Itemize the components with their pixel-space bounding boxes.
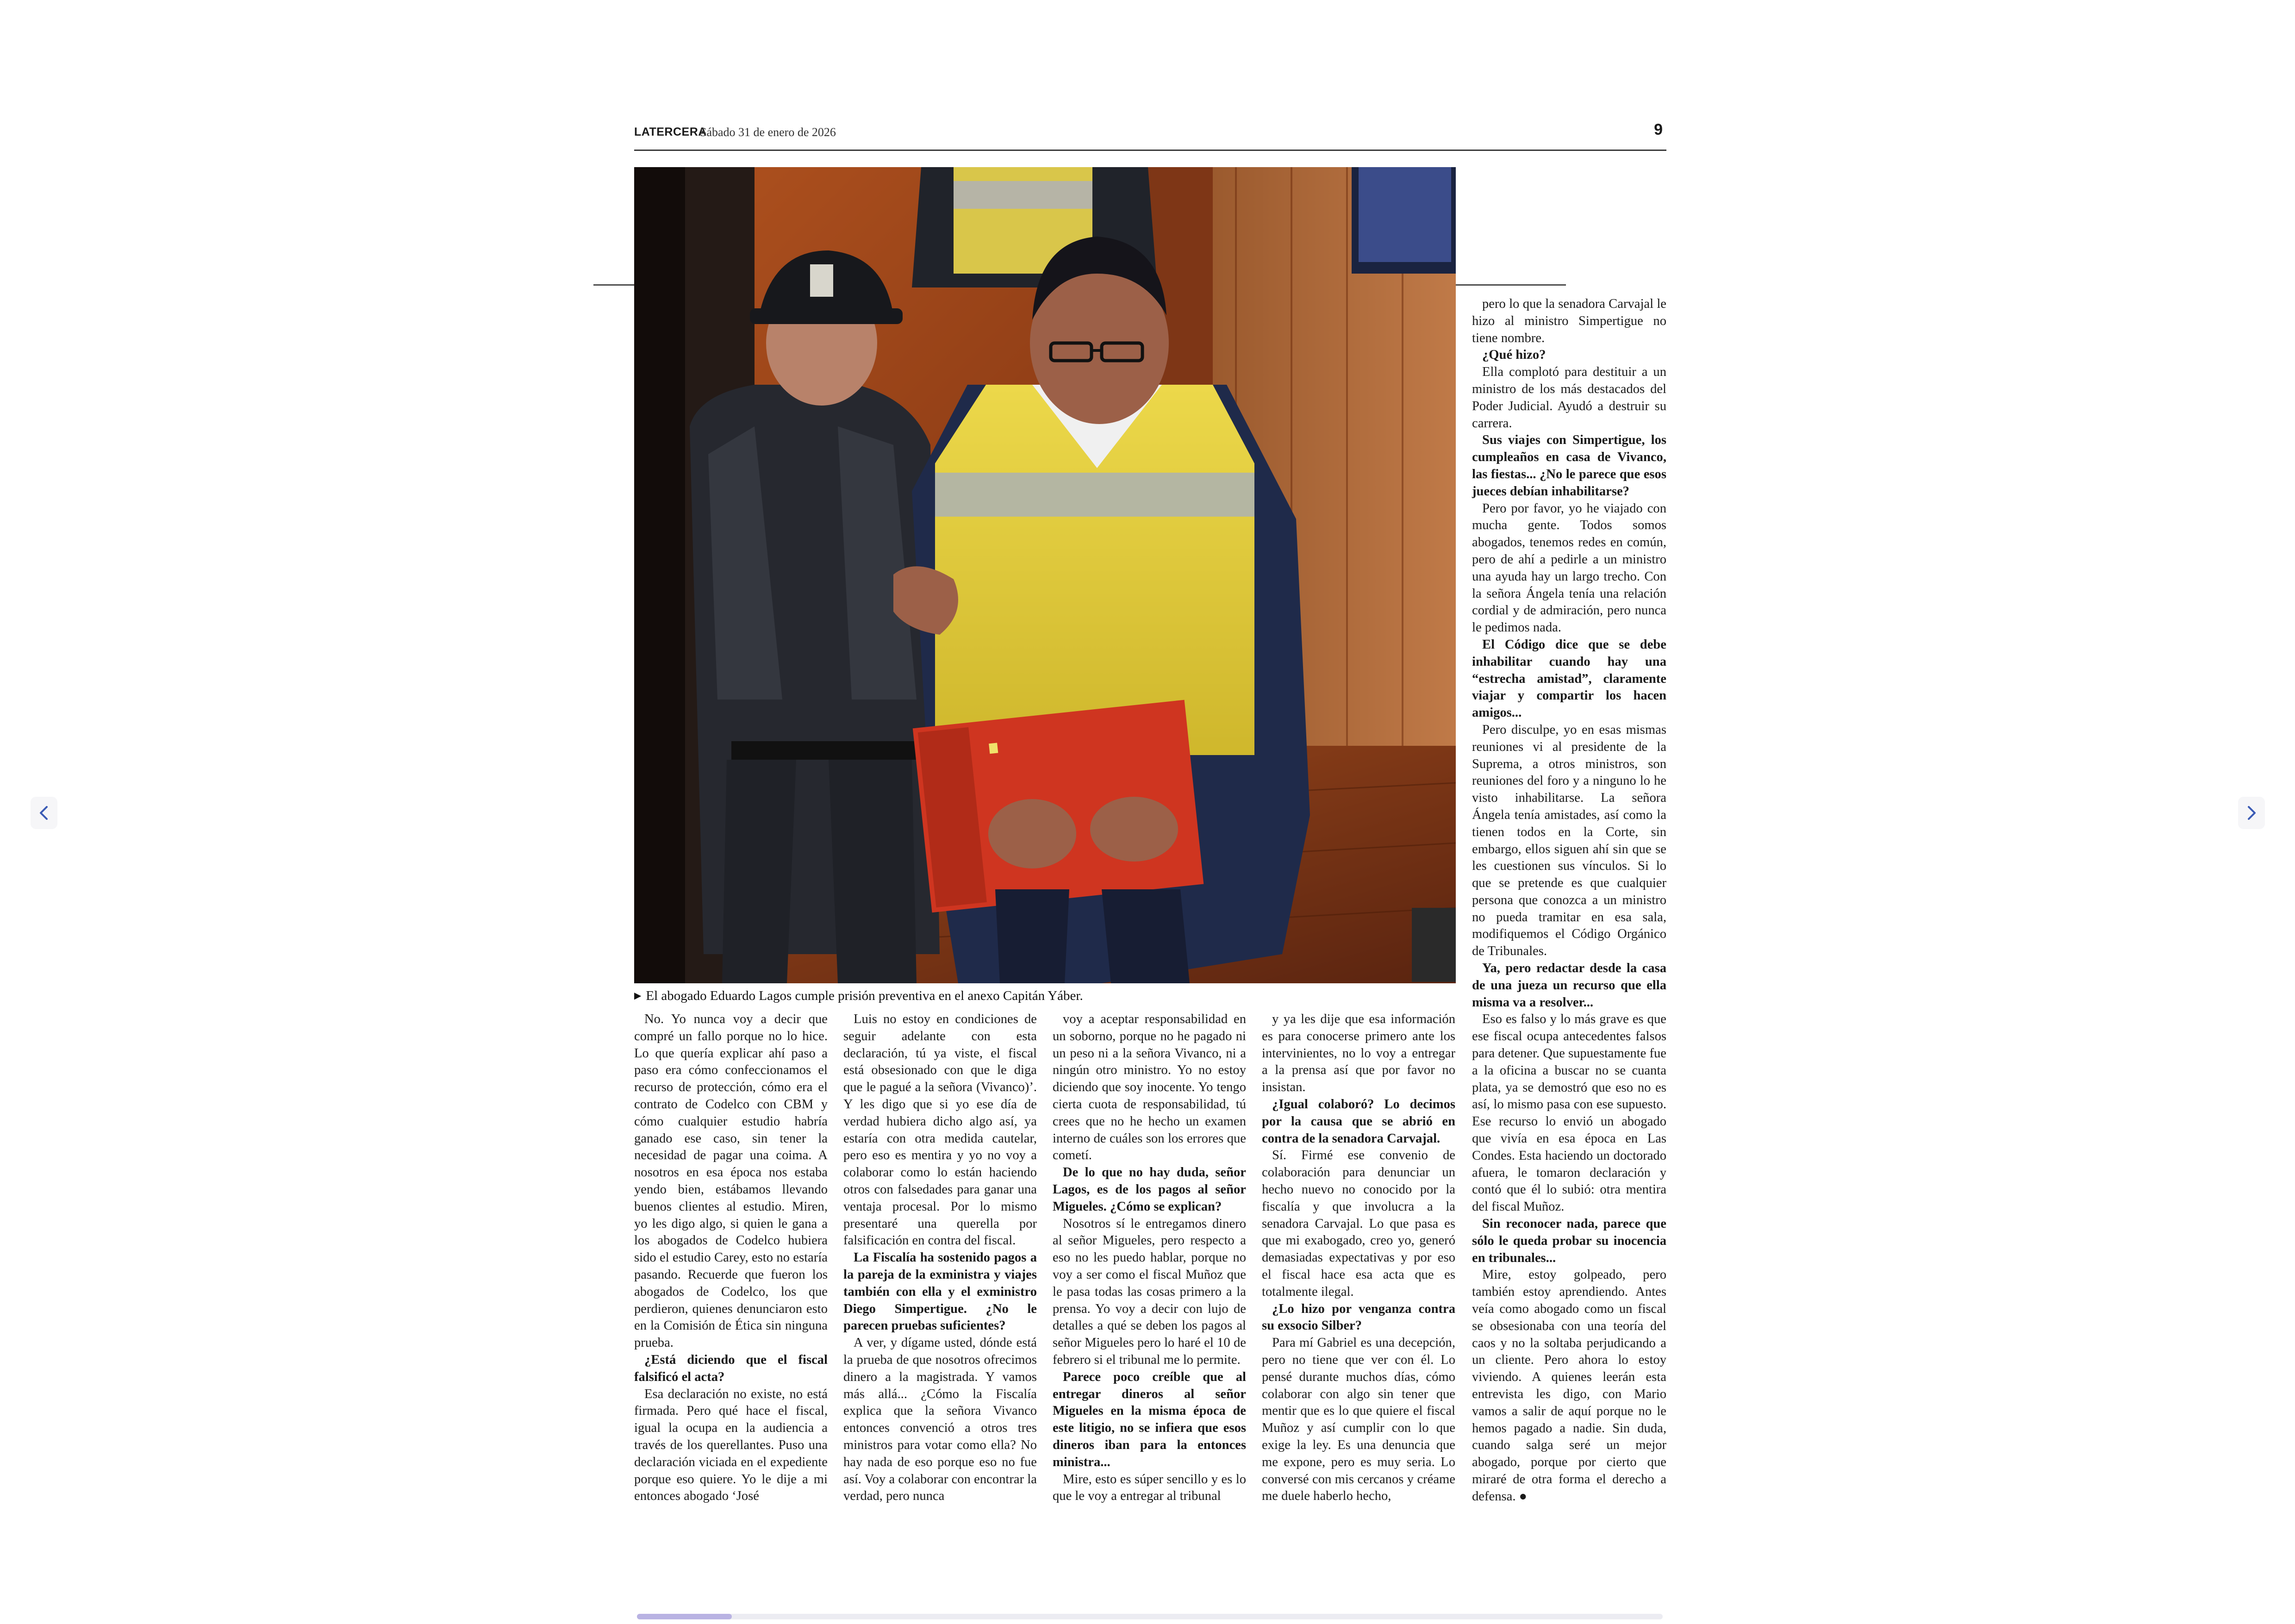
triangle-bullet-icon: ▶ — [634, 991, 642, 1001]
article-column-5 — [1472, 296, 1666, 1505]
prev-page-button[interactable] — [31, 797, 57, 829]
interview-question: Parece poco creíble que al entregar dineros al señor Migueles en la misma época de este litigio, no se infiera que esos dineros iban para la entonces ministra... — [1053, 1369, 1246, 1469]
next-page-button[interactable] — [2238, 797, 2265, 829]
interview-answer: Mire, esto es súper sencillo y es lo que le voy a entregar al tribunal — [1053, 1472, 1246, 1504]
article-column-2 — [843, 1011, 1037, 1505]
article-column-3 — [1053, 1011, 1246, 1505]
interview-answer: Eso es falso y lo más grave es que ese fiscal ocupa antecedentes falsos para detener. Que supuestamente fue a la oficina a buscar no se cuanta plata, ya se demostró que eso no es así, lo mismo pasa con ese supuesto. Ese recurso lo envió un abogado que vivía en esa época en Las Condes. Esta haciendo un doctorado afuera, le tomaron declaración y contó que él lo subió: otra mentira del fiscal Muñoz. — [1472, 1012, 1666, 1214]
photo-caption-text: El abogado Eduardo Lagos cumple prisión preventiva en el anexo Capitán Yáber. — [646, 988, 1083, 1003]
page-header — [634, 118, 1666, 151]
interview-question: La Fiscalía ha sostenido pagos a la pareja de la exministra y viajes también con ella y el exministro Diego Simpertigue. ¿No le parecen pruebas suficientes? — [843, 1250, 1037, 1333]
interview-question: Sus viajes con Simpertigue, los cumpleaños en casa de Vivanco, las fiestas... ¿No le parece que esos jueces debían inhabilitarse? — [1472, 433, 1666, 499]
interview-answer: Esa declaración no existe, no está firmada. Pero qué hace el fiscal, igual la ocupa en la audiencia a través de los querellantes. Puso una declaración viciada en el expediente porque eso quiere. Yo le dije a mi entonces abogado ‘José — [634, 1387, 828, 1504]
interview-answer: Pero disculpe, yo en esas mismas reuniones vi al presidente de la Suprema, a otros ministros, son reuniones del foro y a ninguno lo he visto inhabilitarse. La señora Ángela tenía amistades, así como la tienen todos en la Corte, sin embargo, ellos siguen ahí sin que se les cuestionen sus vínculos. Si lo que se pretende es que cualquier persona que conozca a un ministro no pueda tramitar en esa sala, modifiquemos el Código Orgánico de Tribunales. — [1472, 722, 1666, 959]
interview-question: Ya, pero redactar desde la casa de una jueza un recurso que ella misma va a resolver... — [1472, 961, 1666, 1010]
section-rule-right — [1456, 284, 1566, 286]
interview-question: ¿Qué hizo? — [1482, 348, 1546, 362]
interview-answer: Ella complotó para destituir a un ministro de los más destacados del Poder Judicial. Ayudó a destruir su carrera. — [1472, 365, 1666, 431]
interview-answer: A ver, y dígame usted, dónde está la prueba de que nosotros ofrecimos dinero a la magistrada. Y vamos más allá... ¿Cómo la Fiscalía explica que la señora Vivanco entonces convenció a otros tres ministros para votar como ella? No hay nada de eso porque eso no fue así. Voy a colaborar con encontrar la verdad, pero nunca — [843, 1336, 1037, 1504]
interview-answer: Mire, estoy golpeado, pero también estoy aprendiendo. Antes veía como abogado como un fiscal se obsesionaba con una teoría del caos y no la soltaba perjudicando a un cliente. Pero ahora lo estoy viviendo. A quienes leerán esta entrevista les digo, con Mario vamos a salir de aquí porque no le hemos pagado a nadie. Sin duda, cuando salga seré un mejor abogado, porque por cierto que miraré de otra forma el derecho a defensa. ● — [1472, 1268, 1666, 1504]
interview-answer: Luis no estoy en condiciones de seguir adelante con esta declaración, tú ya viste, el fiscal está obsesionado con que le diga que le pagué a la señora (Vivanco)’. Y les digo que si yo ese día de verdad hubiera dicho algo así, ya estaría con otra medida cautelar, pero eso es mentira y yo no voy a colaborar como lo están haciendo otros con falsedades para ganar una ventaja procesal. Por lo mismo presentaré una querella por falsificación en contra del fiscal. — [843, 1012, 1037, 1248]
photo-caption — [634, 988, 1456, 1004]
interview-question: Sin reconocer nada, parece que sólo le queda probar su inocencia en tribunales... — [1472, 1217, 1666, 1265]
interview-answer: voy a aceptar responsabilidad en un soborno, porque no he pagado ni un peso ni a la señora Vivanco, ni a ningún otro ministro. Yo no estoy diciendo que soy inocente. Yo tengo cierta cuota de responsabilidad, tú crees que no he hecho un examen interno de cuáles son los errores que cometí. — [1053, 1012, 1246, 1163]
article-column-4 — [1262, 1011, 1455, 1505]
section-rule-left — [593, 284, 634, 286]
interview-answer: y ya les dije que esa información es para conocerse primero ante los intervinientes, no lo voy a entregar a la prensa así que por favor no insistan. — [1262, 1012, 1455, 1095]
interview-question: De lo que no hay duda, señor Lagos, es de los pagos al señor Migueles. ¿Cómo se explican? — [1053, 1165, 1246, 1214]
page-number: 9 — [1654, 121, 1663, 138]
interview-answer: Nosotros sí le entregamos dinero al señor Migueles, pero respecto a eso no les puedo hablar, porque no voy a ser como el fiscal Muñoz que le pasa todas las cosas primero a la prensa. Yo voy a decir con lujo de detalles a qué se deben los pagos al señor Migueles pero lo haré el 10 de febrero si el tribunal me lo permite. — [1053, 1216, 1246, 1367]
chevron-left-icon — [38, 806, 50, 820]
interview-answer: Sí. Firmé ese convenio de colaboración para denunciar un hecho nuevo no conocido por la fiscalía y que involucra a la senadora Carvajal. Lo que pasa es que mi exabogado, creo yo, generó demasiadas expectativas y por eso el fiscal hace esa acta que es totalmente ilegal. — [1262, 1148, 1455, 1299]
newspaper-page — [634, 118, 1666, 1507]
interview-answer: Pero por favor, yo he viajado con mucha gente. Todos somos abogados, tenemos redes en común, pero de ahí a pedirle a un ministro una ayuda hay un largo trecho. Con la señora Ángela tenía una relación cordial y de admiración, pero nunca le pedimos nada. — [1472, 501, 1666, 635]
interview-question: ¿Lo hizo por venganza contra su exsocio Silber? — [1262, 1301, 1455, 1333]
scrollbar-thumb[interactable] — [637, 1614, 732, 1619]
chevron-right-icon — [2246, 806, 2257, 820]
interview-answer: No. Yo nunca voy a decir que compré un fallo porque no lo hice. Lo que quería explicar ahí paso a paso era cómo confeccionamos el recurso de protección, cómo era el contrato de Codelco con CBM y cómo cualquier estudio habría ganado ese caso, sin tener la necesidad de pagar una coima. A nosotros en esa época nos estaba yendo bien, estábamos llevando buenos clientes al estudio. Miren, yo les digo algo, si quien le gana a los abogados de Codelco hubiera sido el estudio Carey, esto no estaría pasando. Recuerde que fueron los abogados de Codelco, los que perdieron, quienes denunciaron esto en la Comisión de Ética sin ninguna prueba. — [634, 1012, 828, 1350]
interview-answer: Para mí Gabriel es una decepción, pero no tiene que ver con él. Lo pensé durante muchos días, cómo colaborar con algo sin tener que mentir que es lo que quiere el fiscal Muñoz y así cumplir con lo que exige la ley. Es una denuncia que me expone, pero es muy seria. Lo conversé con mis cercanos y créame me duele haberlo hecho, — [1262, 1336, 1455, 1504]
interview-question: ¿Igual colaboró? Lo decimos por la causa que se abrió en contra de la senadora Carvajal. — [1262, 1097, 1455, 1146]
interview-answer: pero lo que la senadora Carvajal le hizo al ministro Simpertigue no tiene nombre. — [1472, 297, 1666, 345]
article-photo — [634, 167, 1456, 983]
newspaper-brand: LATERCERA — [634, 125, 707, 138]
issue-date: Sábado 31 de enero de 2026 — [700, 125, 836, 139]
horizontal-scrollbar[interactable] — [637, 1614, 1663, 1619]
interview-question: ¿Está diciendo que el fiscal falsificó el acta? — [634, 1352, 828, 1384]
article-column-1 — [634, 1011, 828, 1505]
interview-question: El Código dice que se debe inhabilitar cuando hay una “estrecha amistad”, claramente viajar y compartir los hacen amigos... — [1472, 637, 1666, 720]
